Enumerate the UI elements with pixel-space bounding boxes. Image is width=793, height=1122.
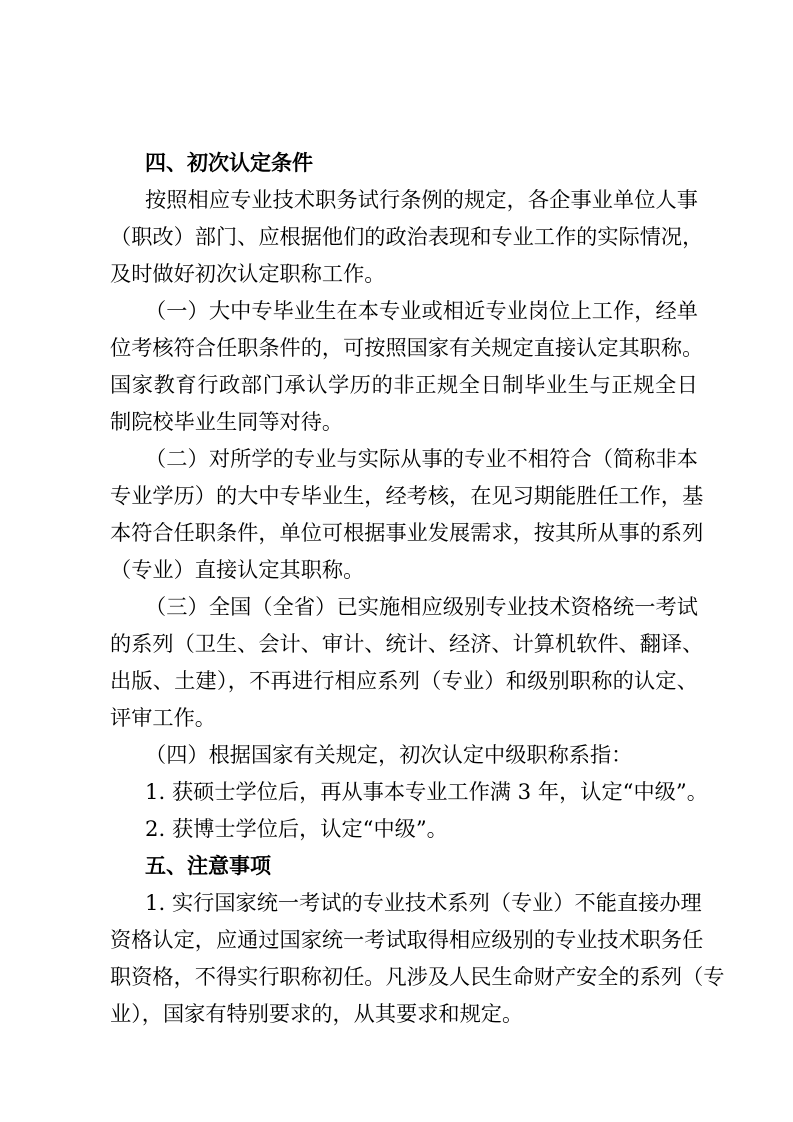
paragraph-line: 职资格，不得实行职称初任。凡涉及人民生命财产安全的系列（专	[110, 964, 725, 989]
paragraph-line: 及时做好初次认定职称工作。	[110, 261, 386, 286]
paragraph-line: 国家教育行政部门承认学历的非正规全日制毕业生与正规全日	[110, 372, 698, 397]
paragraph-line: 资格认定，应通过国家统一考试取得相应级别的专业技术职务任	[110, 927, 704, 952]
paragraph-line: （职改）部门、应根据他们的政治表现和专业工作的实际情况，	[110, 224, 704, 249]
paragraph-line: （一）大中专毕业生在本专业或相近专业岗位上工作，经单	[145, 298, 698, 323]
paragraph-line: 按照相应专业技术职务试行条例的规定，各企事业单位人事	[145, 187, 698, 212]
section-heading-initial-certification: 四、初次认定条件	[145, 151, 313, 175]
paragraph-line: （四）根据国家有关规定，初次认定中级职称系指：	[145, 742, 633, 767]
paragraph-line: 1. 实行国家统一考试的专业技术系列（专业）不能直接办理	[145, 890, 702, 915]
paragraph-line: 位考核符合任职条件的，可按照国家有关规定直接认定其职称。	[110, 335, 704, 360]
paragraph-line: 业），国家有特别要求的，从其要求和规定。	[110, 1001, 524, 1026]
list-item: 1. 获硕士学位后，再从事本专业工作满 3 年，认定“中级”。	[145, 779, 708, 804]
paragraph-line: （二）对所学的专业与实际从事的专业不相符合（简称非本	[145, 446, 698, 471]
paragraph-line: 出版、土建），不再进行相应系列（专业）和级别职称的认定、	[110, 668, 698, 693]
section-heading-notes: 五、注意事项	[145, 854, 271, 878]
paragraph-line: （专业）直接认定其职称。	[110, 557, 365, 582]
list-item: 2. 获博士学位后，认定“中级”。	[145, 816, 448, 841]
paragraph-line: 的系列（卫生、会计、审计、统计、经济、计算机软件、翻译、	[110, 631, 704, 656]
paragraph-line: 专业学历）的大中专毕业生，经考核，在见习期能胜任工作，基	[110, 483, 704, 508]
paragraph-line: 评审工作。	[110, 705, 216, 730]
paragraph-line: 本符合任职条件，单位可根据事业发展需求，按其所从事的系列	[110, 520, 704, 545]
paragraph-line: （三）全国（全省）已实施相应级别专业技术资格统一考试	[145, 594, 698, 619]
paragraph-line: 制院校毕业生同等对待。	[110, 409, 344, 434]
